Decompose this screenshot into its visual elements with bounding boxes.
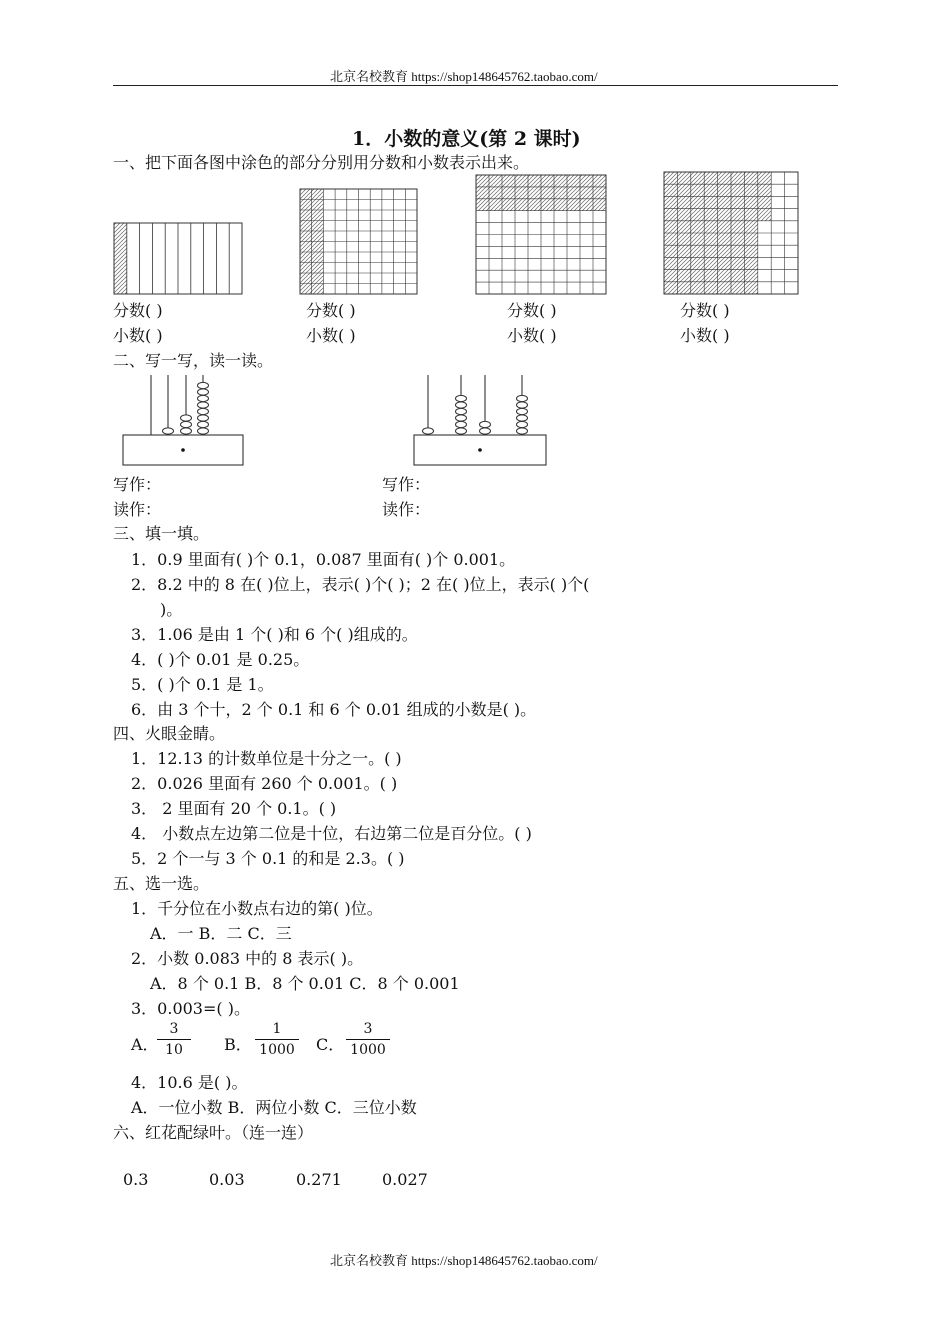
abacus-bead bbox=[517, 421, 528, 427]
shaded-cell bbox=[664, 172, 677, 184]
decimal-point bbox=[181, 448, 185, 452]
shaded-cell bbox=[704, 270, 717, 282]
shaded-cell bbox=[704, 257, 717, 269]
shaded-cell bbox=[300, 284, 312, 295]
shaded-cell bbox=[704, 245, 717, 257]
shaded-cell bbox=[704, 184, 717, 196]
abacus-bead bbox=[517, 395, 528, 401]
match-value-3: 0.271 bbox=[296, 1170, 342, 1189]
shaded-cell bbox=[541, 175, 554, 187]
opt-b-numerator: 1 bbox=[272, 1021, 282, 1037]
shaded-cell bbox=[744, 282, 757, 294]
s5-q3-opt-c-label: C． bbox=[316, 1035, 345, 1054]
fig-strip-tenths bbox=[113, 222, 243, 295]
abacus-bead bbox=[456, 402, 467, 408]
shaded-cell bbox=[489, 175, 502, 187]
shaded-cell bbox=[691, 221, 704, 233]
shaded-cell bbox=[489, 199, 502, 211]
shaded-cell bbox=[731, 245, 744, 257]
shaded-cell bbox=[731, 196, 744, 208]
shaded-cell bbox=[502, 199, 515, 211]
shaded-cell bbox=[704, 282, 717, 294]
s5-q3-opt-a-fraction bbox=[157, 1021, 191, 1058]
shaded-cell bbox=[593, 187, 606, 199]
shaded-cell bbox=[476, 187, 489, 199]
shaded-cell bbox=[691, 196, 704, 208]
shaded-cell bbox=[677, 245, 690, 257]
shaded-cell bbox=[718, 196, 731, 208]
section-5-heading: 五、选一选。 bbox=[113, 874, 210, 893]
shaded-cell bbox=[744, 270, 757, 282]
match-value-1: 0.3 bbox=[123, 1170, 149, 1189]
shaded-cell bbox=[677, 282, 690, 294]
abacus-bead bbox=[456, 428, 467, 434]
shaded-cell bbox=[691, 282, 704, 294]
s4-line-5: 5．2 个一与 3 个 0.1 的和是 2.3。( ) bbox=[131, 849, 405, 868]
shaded-cell bbox=[677, 221, 690, 233]
shaded-cell bbox=[758, 196, 771, 208]
shaded-cell bbox=[691, 172, 704, 184]
shaded-cell bbox=[664, 233, 677, 245]
shaded-cell bbox=[593, 199, 606, 211]
abacus-bead bbox=[181, 415, 192, 421]
abacus-bead bbox=[198, 415, 209, 421]
opt-a-denominator: 10 bbox=[165, 1042, 183, 1058]
abacus-2-write: 写作： bbox=[382, 475, 431, 494]
shaded-cell bbox=[664, 257, 677, 269]
shaded-cell bbox=[476, 199, 489, 211]
shaded-cell bbox=[312, 252, 324, 263]
shaded-cell bbox=[664, 209, 677, 221]
shaded-cell bbox=[731, 257, 744, 269]
shaded-cell bbox=[744, 233, 757, 245]
shaded-cell bbox=[300, 242, 312, 253]
abacus-bead bbox=[517, 428, 528, 434]
page-header: 北京名校教育 https://shop148645762.taobao.com/ bbox=[330, 69, 598, 84]
opt-b-denominator: 1000 bbox=[259, 1042, 295, 1058]
shaded-cell bbox=[731, 184, 744, 196]
s3-line-2: 2．8.2 中的 8 在( )位上，表示( )个( )；2 在( )位上，表示( )个( bbox=[131, 575, 590, 594]
s3-line-3: 3．1.06 是由 1 个( )和 6 个( )组成的。 bbox=[131, 625, 418, 644]
shaded-cell bbox=[554, 175, 567, 187]
shaded-cell bbox=[744, 209, 757, 221]
section-3-heading: 三、填一填。 bbox=[113, 524, 210, 543]
shaded-cell bbox=[664, 184, 677, 196]
s4-line-4: 4． 小数点左边第二位是十位，右边第二位是百分位。( ) bbox=[131, 824, 532, 843]
shaded-cell bbox=[744, 221, 757, 233]
shaded-cell bbox=[718, 209, 731, 221]
abacus-bead bbox=[198, 382, 209, 388]
shaded-cell bbox=[718, 233, 731, 245]
shaded-cell bbox=[691, 233, 704, 245]
decimal-point bbox=[478, 448, 482, 452]
abacus-bead bbox=[456, 421, 467, 427]
shaded-cell bbox=[300, 221, 312, 232]
abacus-bead bbox=[517, 415, 528, 421]
shaded-cell bbox=[515, 175, 528, 187]
page-title: 1．小数的意义(第 2 课时) bbox=[352, 128, 581, 150]
abacus-bead bbox=[198, 395, 209, 401]
s5-q4: 4．10.6 是( )。 bbox=[131, 1073, 248, 1092]
s5-q3-opt-a-label: A． bbox=[131, 1035, 159, 1054]
shaded-cell bbox=[691, 245, 704, 257]
shaded-cell bbox=[515, 187, 528, 199]
header-rule bbox=[113, 85, 838, 86]
s4-line-3: 3． 2 里面有 20 个 0.1。( ) bbox=[131, 799, 337, 818]
shaded-cell bbox=[731, 282, 744, 294]
s5-q2: 2．小数 0.083 中的 8 表示( )。 bbox=[131, 949, 364, 968]
fig4-decimal: 小数( ) bbox=[680, 326, 730, 345]
section-4-heading: 四、火眼金睛。 bbox=[113, 724, 226, 743]
shaded-cell bbox=[704, 209, 717, 221]
shaded-cell bbox=[758, 172, 771, 184]
shaded-cell bbox=[312, 284, 324, 295]
shaded-cell bbox=[300, 210, 312, 221]
shaded-cell bbox=[593, 175, 606, 187]
shaded-cell bbox=[580, 175, 593, 187]
abacus-bead bbox=[198, 402, 209, 408]
abacus-1-write: 写作： bbox=[113, 475, 162, 494]
fig2-fraction: 分数( ) bbox=[306, 301, 356, 320]
shaded-cell bbox=[664, 245, 677, 257]
s3-line-6: 6．由 3 个十，2 个 0.1 和 6 个 0.01 组成的小数是( )。 bbox=[131, 700, 537, 719]
shaded-cell bbox=[515, 199, 528, 211]
s5-q4-options: A．一位小数 B．两位小数 C．三位小数 bbox=[131, 1098, 417, 1117]
shaded-cell bbox=[677, 184, 690, 196]
match-value-2: 0.03 bbox=[209, 1170, 245, 1189]
shaded-cell bbox=[704, 196, 717, 208]
shaded-cell bbox=[300, 252, 312, 263]
shaded-cell bbox=[528, 187, 541, 199]
shaded-cell bbox=[300, 189, 312, 200]
shaded-cell bbox=[476, 175, 489, 187]
shaded-cell bbox=[541, 187, 554, 199]
abacus-bead bbox=[423, 428, 434, 434]
fig4-fraction: 分数( ) bbox=[680, 301, 730, 320]
shaded-cell bbox=[744, 196, 757, 208]
shaded-cell bbox=[691, 209, 704, 221]
abacus-bead bbox=[198, 408, 209, 414]
abacus-bead bbox=[198, 428, 209, 434]
shaded-cell bbox=[300, 200, 312, 211]
shaded-cell bbox=[677, 257, 690, 269]
shaded-cell bbox=[300, 263, 312, 274]
shaded-cell bbox=[718, 172, 731, 184]
abacus-1-read: 读作： bbox=[113, 500, 162, 519]
shaded-cell bbox=[664, 282, 677, 294]
abacus-bead bbox=[181, 428, 192, 434]
shaded-cell bbox=[300, 231, 312, 242]
s3-line-1: 1．0.9 里面有( )个 0.1，0.087 里面有( )个 0.001。 bbox=[131, 550, 516, 569]
shaded-cell bbox=[704, 233, 717, 245]
shaded-cell bbox=[312, 273, 324, 284]
s5-q3-opt-c-fraction bbox=[346, 1021, 390, 1058]
shaded-cell bbox=[677, 172, 690, 184]
opt-c-denominator: 1000 bbox=[350, 1042, 386, 1058]
shaded-cell bbox=[691, 270, 704, 282]
shaded-cell bbox=[312, 231, 324, 242]
shaded-cell bbox=[580, 199, 593, 211]
shaded-cell bbox=[731, 270, 744, 282]
s3-line-5: 5．( )个 0.1 是 1。 bbox=[131, 675, 274, 694]
shaded-cell bbox=[312, 242, 324, 253]
shaded-cell bbox=[502, 187, 515, 199]
fig3-decimal: 小数( ) bbox=[507, 326, 557, 345]
shaded-cell bbox=[664, 221, 677, 233]
opt-a-numerator: 3 bbox=[169, 1021, 179, 1037]
fig3-fraction: 分数( ) bbox=[507, 301, 557, 320]
abacus-bead bbox=[480, 428, 491, 434]
shaded-cell bbox=[731, 209, 744, 221]
abacus-bead bbox=[456, 395, 467, 401]
shaded-cell bbox=[541, 199, 554, 211]
abacus-bead bbox=[456, 408, 467, 414]
fraction-bar bbox=[255, 1039, 299, 1040]
shaded-cell bbox=[677, 196, 690, 208]
shaded-cell bbox=[744, 184, 757, 196]
shaded-cell bbox=[731, 172, 744, 184]
shaded-cell bbox=[528, 199, 541, 211]
fig1-decimal: 小数( ) bbox=[113, 326, 163, 345]
s5-q2-options: A．8 个 0.1 B．8 个 0.01 C．8 个 0.001 bbox=[150, 974, 460, 993]
shaded-cell bbox=[744, 172, 757, 184]
shaded-cell bbox=[718, 282, 731, 294]
shaded-cell bbox=[312, 210, 324, 221]
shaded-cell bbox=[502, 175, 515, 187]
abacus-bead bbox=[480, 421, 491, 427]
shaded-cell bbox=[554, 187, 567, 199]
shaded-cell bbox=[312, 189, 324, 200]
s5-q3-opt-b-fraction bbox=[255, 1021, 299, 1058]
shaded-cell bbox=[664, 196, 677, 208]
fraction-bar bbox=[157, 1039, 191, 1040]
shaded-cell bbox=[718, 257, 731, 269]
shaded-cell bbox=[744, 245, 757, 257]
shaded-cell bbox=[567, 175, 580, 187]
shaded-cell bbox=[554, 199, 567, 211]
shaded-cell bbox=[691, 257, 704, 269]
abacus-2-read: 读作： bbox=[382, 500, 431, 519]
fig-grid-hundredths-a bbox=[299, 188, 419, 295]
shaded-cell bbox=[677, 270, 690, 282]
abacus-1 bbox=[122, 371, 244, 467]
shaded-cell bbox=[567, 187, 580, 199]
abacus-2 bbox=[413, 371, 547, 467]
shaded-cell bbox=[528, 175, 541, 187]
shaded-cell bbox=[718, 184, 731, 196]
match-value-4: 0.027 bbox=[382, 1170, 428, 1189]
fig-grid-hundredths-c bbox=[663, 171, 799, 295]
s5-q3-opt-b-label: B． bbox=[224, 1035, 252, 1054]
shaded-cell bbox=[580, 187, 593, 199]
shaded-cell bbox=[718, 245, 731, 257]
s5-q3: 3．0.003=( )。 bbox=[131, 999, 250, 1018]
fig1-fraction: 分数( ) bbox=[113, 301, 163, 320]
s4-line-2: 2．0.026 里面有 260 个 0.001。( ) bbox=[131, 774, 398, 793]
s5-q1-options: A．一 B．二 C．三 bbox=[150, 924, 292, 943]
shaded-cell bbox=[114, 223, 127, 294]
abacus-bead bbox=[517, 408, 528, 414]
shaded-cell bbox=[300, 273, 312, 284]
abacus-bead bbox=[456, 415, 467, 421]
fraction-bar bbox=[346, 1039, 390, 1040]
abacus-bead bbox=[198, 421, 209, 427]
shaded-cell bbox=[758, 184, 771, 196]
shaded-cell bbox=[744, 257, 757, 269]
shaded-cell bbox=[704, 172, 717, 184]
shaded-cell bbox=[312, 221, 324, 232]
abacus-bead bbox=[163, 428, 174, 434]
shaded-cell bbox=[567, 199, 580, 211]
s5-q1: 1．千分位在小数点右边的第( )位。 bbox=[131, 899, 383, 918]
shaded-cell bbox=[758, 209, 771, 221]
shaded-cell bbox=[691, 184, 704, 196]
page-footer: 北京名校教育 https://shop148645762.taobao.com/ bbox=[330, 1253, 598, 1268]
abacus-bead bbox=[181, 421, 192, 427]
section-1-heading: 一、把下面各图中涂色的部分分别用分数和小数表示出来。 bbox=[113, 153, 530, 172]
opt-c-numerator: 3 bbox=[363, 1021, 373, 1037]
shaded-cell bbox=[664, 270, 677, 282]
shaded-cell bbox=[677, 209, 690, 221]
abacus-bead bbox=[517, 402, 528, 408]
s3-line-4: 4．( )个 0.01 是 0.25。 bbox=[131, 650, 310, 669]
shaded-cell bbox=[677, 233, 690, 245]
fig2-decimal: 小数( ) bbox=[306, 326, 356, 345]
shaded-cell bbox=[312, 263, 324, 274]
shaded-cell bbox=[731, 221, 744, 233]
section-2-heading: 二、写一写，读一读。 bbox=[113, 351, 274, 370]
shaded-cell bbox=[718, 221, 731, 233]
abacus-bead bbox=[198, 389, 209, 395]
fig-grid-hundredths-b bbox=[475, 174, 607, 295]
s3-line-2-cont: )。 bbox=[160, 600, 183, 619]
section-6-heading: 六、红花配绿叶。（连一连） bbox=[113, 1123, 314, 1142]
shaded-cell bbox=[718, 270, 731, 282]
shaded-cell bbox=[312, 200, 324, 211]
shaded-cell bbox=[731, 233, 744, 245]
shaded-cell bbox=[704, 221, 717, 233]
shaded-cell bbox=[489, 187, 502, 199]
s4-line-1: 1．12.13 的计数单位是十分之一。( ) bbox=[131, 749, 402, 768]
